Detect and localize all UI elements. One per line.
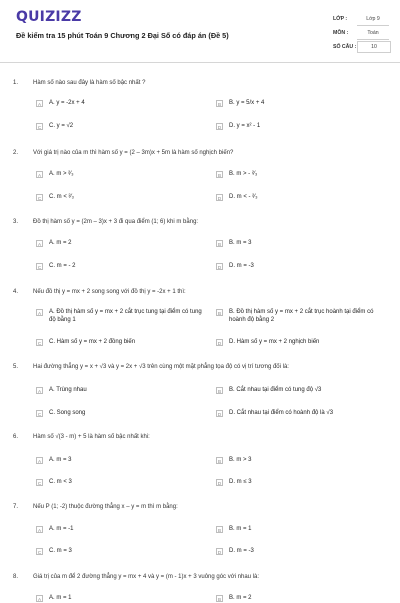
- option-letter-box: A: [37, 242, 42, 247]
- option-letter-box: B: [217, 597, 222, 602]
- option-label: B. y = 5/x + 4: [229, 100, 265, 106]
- option-letter-box: A: [37, 311, 42, 316]
- option-label: B. m > 3: [229, 457, 252, 463]
- option-letter-box: D: [217, 341, 222, 346]
- question-text: Hàm số √(3 - m) + 5 là hàm số bậc nhất khi:: [33, 434, 150, 440]
- meta-subject-key: MÔN :: [333, 30, 349, 36]
- option-letter-box: D: [217, 550, 222, 555]
- option-a[interactable]: [36, 239, 72, 247]
- option-b[interactable]: [216, 386, 321, 394]
- option-label: C. Song song: [49, 410, 86, 416]
- option-label: B. m = 3: [229, 240, 252, 246]
- meta-grade-key: LỚP :: [333, 16, 348, 22]
- option-letter-box: B: [217, 389, 222, 394]
- question-number: 2.: [13, 150, 19, 156]
- option-letter-box: B: [217, 242, 222, 247]
- meta-info: [333, 13, 391, 55]
- option-letter-box: B: [217, 528, 222, 533]
- option-letter-box: A: [37, 528, 42, 533]
- option-letter-box: A: [37, 102, 42, 107]
- option-b[interactable]: [216, 308, 389, 324]
- option-a[interactable]: [36, 170, 74, 178]
- question-text: Với giá trị nào của m thì hàm số y = (2 – 3m)x + 5m là hàm số nghịch biến?: [33, 150, 234, 156]
- question-text: Hàm số nào sau đây là hàm số bậc nhất ?: [33, 80, 146, 86]
- question-text: Nếu đồ thị y = mx + 2 song song với đồ thị y = -2x + 1 thì:: [33, 289, 186, 295]
- option-label: A. m > ²⁄₃: [49, 171, 74, 177]
- question-text: Giá trị của m để 2 đường thẳng y = mx + 4 và y = (m - 1)x + 3 vuông góc với nhau là:: [33, 574, 259, 580]
- option-letter-box: A: [37, 597, 42, 602]
- option-d[interactable]: [216, 547, 254, 555]
- quizizz-logo: QUIZIZZ: [16, 9, 82, 25]
- option-letter-box: C: [37, 196, 42, 201]
- option-letter-box: B: [217, 459, 222, 464]
- meta-count-key: SỐ CÂU :: [333, 44, 357, 50]
- question-number: 8.: [13, 574, 19, 580]
- option-a[interactable]: [36, 456, 72, 464]
- option-d[interactable]: [216, 338, 319, 346]
- option-label: C. m < ²⁄₃: [49, 194, 74, 200]
- page-title: Đề kiểm tra 15 phút Toán 9 Chương 2 Đại Số có đáp án (Đề 5): [16, 31, 229, 40]
- document-header: [0, 0, 400, 63]
- option-letter-box: D: [217, 265, 222, 270]
- option-label: A. m = 3: [49, 457, 72, 463]
- option-label: A. m = 2: [49, 240, 72, 246]
- option-a[interactable]: [36, 525, 74, 533]
- option-letter-box: D: [217, 412, 222, 417]
- option-d[interactable]: [216, 262, 254, 270]
- option-d[interactable]: [216, 409, 333, 417]
- option-label: A. Trùng nhau: [49, 387, 87, 393]
- option-d[interactable]: [216, 478, 252, 486]
- option-label: B. m > - ²⁄₃: [229, 171, 258, 177]
- option-c[interactable]: [36, 122, 73, 130]
- option-letter-box: B: [217, 311, 222, 316]
- meta-grade-value: Lớp 9: [357, 13, 389, 26]
- question-number: 3.: [13, 219, 19, 225]
- option-label: C. m = 3: [49, 548, 72, 554]
- option-letter-box: D: [217, 481, 222, 486]
- option-b[interactable]: [216, 170, 257, 178]
- question-text: Đồ thị hàm số y = (2m – 3)x + 3 đi qua điểm (1; 6) khi m bằng:: [33, 219, 199, 225]
- question-number: 7.: [13, 504, 19, 510]
- option-label: D. m = -3: [229, 263, 254, 269]
- option-b[interactable]: [216, 594, 252, 602]
- question-text: Nếu P (1; -2) thuộc đường thẳng x – y = m thì m bằng:: [33, 504, 178, 510]
- option-a[interactable]: [36, 594, 72, 602]
- option-letter-box: C: [37, 341, 42, 346]
- option-label: B. Cắt nhau tại điểm có tung độ √3: [229, 387, 322, 393]
- question-text: Hai đường thẳng y = x + √3 và y = 2x + √3 trên cùng một mặt phẳng tọa độ có vị trí tương đối là:: [33, 364, 289, 370]
- option-letter-box: A: [37, 173, 42, 178]
- option-c[interactable]: [36, 547, 72, 555]
- option-label: A. Đồ thị hàm số y = mx + 2 cắt trục tung tại điểm có tung độ bằng 1: [49, 309, 202, 323]
- option-c[interactable]: [36, 262, 76, 270]
- option-letter-box: C: [37, 265, 42, 270]
- option-c[interactable]: [36, 338, 135, 346]
- option-c[interactable]: [36, 478, 72, 486]
- option-d[interactable]: [216, 193, 258, 201]
- option-c[interactable]: [36, 409, 85, 417]
- option-label: B. m = 2: [229, 595, 252, 601]
- option-letter-box: D: [217, 196, 222, 201]
- option-label: C. Hàm số y = mx + 2 đồng biến: [49, 339, 136, 345]
- option-b[interactable]: [216, 239, 252, 247]
- meta-subject: [333, 27, 391, 41]
- question-number: 6.: [13, 434, 19, 440]
- meta-count: [333, 41, 391, 55]
- option-a[interactable]: [36, 386, 87, 394]
- option-label: D. y = x² - 1: [229, 123, 261, 129]
- option-letter-box: C: [37, 125, 42, 130]
- option-label: C. m = - 2: [49, 263, 76, 269]
- option-b[interactable]: [216, 456, 252, 464]
- option-letter-box: A: [37, 459, 42, 464]
- option-label: A. m = -1: [49, 526, 74, 532]
- option-label: A. y = -2x + 4: [49, 100, 85, 106]
- option-label: C. m < 3: [49, 479, 72, 485]
- option-c[interactable]: [36, 193, 74, 201]
- option-label: C. y = √2: [49, 123, 74, 129]
- option-label: D. m = -3: [229, 548, 254, 554]
- option-label: D. m ≤ 3: [229, 479, 252, 485]
- option-letter-box: C: [37, 550, 42, 555]
- option-label: D. m < - ²⁄₃: [229, 194, 258, 200]
- option-letter-box: B: [217, 173, 222, 178]
- option-d[interactable]: [216, 122, 260, 130]
- option-b[interactable]: [216, 99, 264, 107]
- option-label: D. Cắt nhau tại điểm có hoành độ là √3: [229, 410, 334, 416]
- option-a[interactable]: [36, 308, 209, 324]
- option-letter-box: A: [37, 389, 42, 394]
- question-number: 4.: [13, 289, 19, 295]
- option-a[interactable]: [36, 99, 85, 107]
- option-b[interactable]: [216, 525, 252, 533]
- option-letter-box: C: [37, 481, 42, 486]
- meta-grade: [333, 13, 391, 27]
- option-letter-box: B: [217, 102, 222, 107]
- option-letter-box: D: [217, 125, 222, 130]
- option-letter-box: C: [37, 412, 42, 417]
- option-label: B. Đồ thị hàm số y = mx + 2 cắt trục hoành tại điểm có hoành độ bằng 2: [229, 309, 374, 323]
- question-number: 5.: [13, 364, 19, 370]
- option-label: B. m = 1: [229, 526, 252, 532]
- option-label: D. Hàm số y = mx + 2 nghịch biến: [229, 339, 320, 345]
- question-number: 1.: [13, 80, 19, 86]
- option-label: A. m = 1: [49, 595, 72, 601]
- meta-subject-value: Toán: [357, 27, 389, 40]
- meta-count-value: 10: [357, 41, 391, 53]
